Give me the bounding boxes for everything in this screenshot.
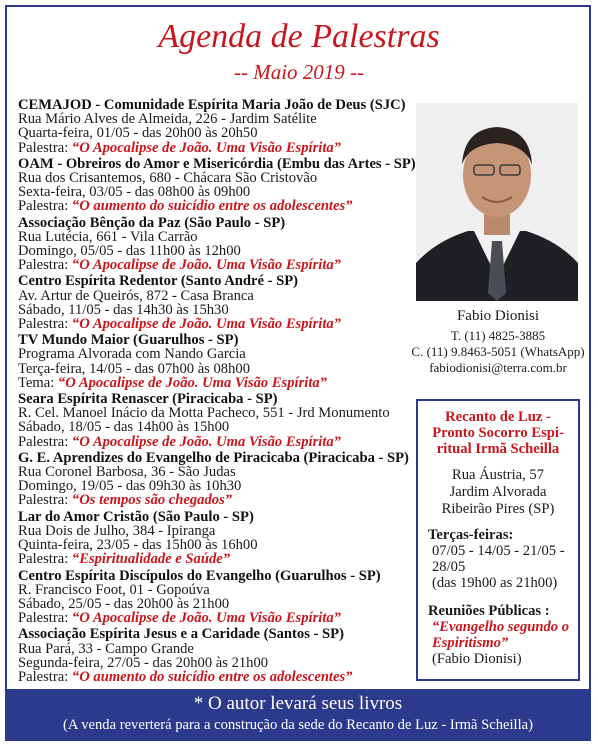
event-talk-label: Tema: bbox=[18, 374, 55, 391]
event-when: Terça-feira, 14/05 - das 07h00 às 08h00 bbox=[18, 360, 250, 377]
event-talk-label: Palestra: bbox=[18, 492, 69, 509]
event-address: R. Cel. Manoel Inácio da Motta Pacheco, 551 - Jrd Monumento bbox=[18, 405, 390, 422]
schedule-label: Terças-feiras: bbox=[428, 527, 514, 543]
public-theme: Espiritismo” bbox=[432, 635, 509, 651]
list-item bbox=[18, 216, 410, 273]
schedule-hours: (das 19h00 as 21h00) bbox=[432, 575, 558, 591]
event-venue: Seara Espírita Renascer (Piracicaba - SP) bbox=[18, 391, 278, 408]
event-talk-label: Palestra: bbox=[18, 668, 69, 685]
event-address: R. Francisco Foot, 01 - Gopoúva bbox=[18, 581, 210, 598]
event-address: Rua dos Crisantemos, 680 - Chácara São Cristovão bbox=[18, 170, 318, 187]
event-talk-title: “O Apocalipse de João. Uma Visão Espírita” bbox=[71, 257, 341, 274]
event-talk-title: “O aumento do suicídio entre os adolescentes” bbox=[71, 668, 353, 685]
event-talk bbox=[18, 376, 410, 390]
event-talk-label: Palestra: bbox=[18, 433, 69, 450]
event-address: Programa Alvorada com Nando Garcia bbox=[18, 346, 246, 363]
event-talk bbox=[18, 552, 410, 566]
event-venue: TV Mundo Maior (Guarulhos - SP) bbox=[18, 332, 239, 349]
page-subtitle: -- Maio 2019 -- bbox=[233, 60, 365, 84]
event-talk-label: Palestra: bbox=[18, 316, 69, 333]
recanto-address-line: Rua Áustria, 57 bbox=[451, 467, 544, 483]
event-venue: Centro Espírita Discípulos do Evangelho (Guarulhos - SP) bbox=[18, 567, 381, 584]
event-address: Rua Lutécia, 661 - Vila Carrão bbox=[18, 228, 198, 245]
event-talk bbox=[18, 435, 410, 449]
event-when: Sábado, 18/05 - das 14h00 às 15h00 bbox=[18, 419, 230, 436]
event-when: Sábado, 11/05 - das 14h30 às 15h30 bbox=[18, 301, 229, 318]
event-address: Rua Mário Alves de Almeida, 226 - Jardim Satélite bbox=[18, 111, 317, 128]
event-when: Quinta-feira, 23/05 - das 15h00 às 16h00 bbox=[18, 537, 258, 554]
list-item bbox=[18, 392, 410, 449]
event-when: Sábado, 25/05 - das 20h00 às 21h00 bbox=[18, 595, 230, 612]
event-venue: CEMAJOD - Comunidade Espírita Maria João de Deus (SJC) bbox=[18, 97, 406, 113]
speaker-photo bbox=[416, 103, 578, 301]
list-item bbox=[18, 451, 410, 508]
event-talk-title: “O Apocalipse de João. Uma Visão Espírita” bbox=[71, 316, 341, 333]
event-when: Sexta-feira, 03/05 - das 08h00 às 09h00 bbox=[18, 184, 251, 201]
list-item bbox=[18, 333, 410, 390]
speaker-cell: C. (11) 9.8463-5051 (WhatsApp) bbox=[411, 344, 585, 359]
event-talk bbox=[18, 493, 410, 507]
event-address: Av. Artur de Queirós, 872 - Casa Branca bbox=[18, 287, 254, 304]
footer-note: * O autor levará seus livros bbox=[193, 693, 403, 714]
event-venue: Centro Espírita Redentor (Santo André - SP) bbox=[18, 273, 298, 290]
event-talk-title: “Espiritualidade e Saúde” bbox=[71, 551, 231, 568]
event-talk-label: Palestra: bbox=[18, 198, 69, 215]
list-item bbox=[18, 510, 410, 567]
event-when: Domingo, 19/05 - das 09h30 às 10h30 bbox=[18, 478, 242, 495]
events-list bbox=[18, 97, 416, 686]
event-when: Quarta-feira, 01/05 - das 20h00 às 20h50 bbox=[18, 125, 258, 142]
recanto-title bbox=[418, 409, 578, 457]
event-talk-label: Palestra: bbox=[18, 257, 69, 274]
event-talk-title: “O aumento do suicídio entre os adolescentes” bbox=[71, 198, 353, 215]
public-label: Reuniões Públicas : bbox=[428, 603, 550, 619]
recanto-info-box bbox=[416, 399, 580, 681]
event-talk-title: “Os tempos são chegados” bbox=[71, 492, 233, 509]
event-talk-label: Palestra: bbox=[18, 551, 69, 568]
page-title: Agenda de Palestras bbox=[158, 18, 440, 55]
recanto-title-line: ritual Irmã Scheilla bbox=[436, 441, 560, 457]
event-talk-title: “O Apocalipse de João. Uma Visão Espírita” bbox=[71, 139, 341, 156]
footer-banner bbox=[5, 689, 591, 741]
list-item bbox=[18, 627, 410, 684]
event-talk bbox=[18, 611, 410, 625]
event-venue: OAM - Obreiros do Amor e Misericórdia (Embu das Artes - SP) bbox=[18, 155, 416, 172]
event-talk bbox=[18, 317, 410, 331]
speaker-name: Fabio Dionisi bbox=[456, 308, 540, 324]
event-talk-title: “O Apocalipse de João. Uma Visão Espírita” bbox=[71, 610, 341, 627]
recanto-title-line: Recanto de Luz - bbox=[445, 409, 551, 425]
event-address: Rua Coronel Barbosa, 36 - São Judas bbox=[18, 464, 236, 481]
list-item bbox=[18, 155, 416, 215]
footer-detail: (A venda reverterá para a construção da sede do Recanto de Luz - Irmã Scheilla) bbox=[62, 717, 533, 733]
event-venue: G. E. Aprendizes do Evangelho de Piracicaba (Piracicaba - SP) bbox=[18, 449, 409, 466]
schedule-dates: 07/05 - 14/05 - 21/05 - bbox=[432, 543, 565, 559]
event-venue: Associação Espírita Jesus e a Caridade (Santos - SP) bbox=[18, 626, 344, 643]
schedule-dates: 28/05 bbox=[432, 559, 466, 575]
list-item bbox=[18, 274, 410, 331]
list-item bbox=[18, 569, 410, 626]
event-talk-title: “O Apocalipse de João. Uma Visão Espírita” bbox=[71, 433, 341, 450]
event-talk-title: “O Apocalipse de João. Uma Visão Espírita” bbox=[57, 374, 327, 391]
event-talk bbox=[18, 199, 410, 213]
event-talk-label: Palestra: bbox=[18, 139, 69, 156]
event-venue: Associação Bênção da Paz (São Paulo - SP) bbox=[18, 214, 286, 231]
public-speaker: (Fabio Dionisi) bbox=[432, 651, 522, 667]
list-item bbox=[18, 98, 410, 155]
event-talk bbox=[18, 670, 410, 684]
recanto-address-line: Ribeirão Pires (SP) bbox=[441, 501, 555, 517]
public-theme: “Evangelho segundo o bbox=[432, 619, 570, 635]
recanto-title-line: Pronto Socorro Espi- bbox=[432, 425, 564, 441]
speaker-portrait-image bbox=[416, 103, 578, 301]
event-talk-label: Palestra: bbox=[18, 610, 69, 627]
recanto-address-line: Jardim Alvorada bbox=[449, 484, 547, 500]
event-when: Domingo, 05/05 - das 11h00 às 12h00 bbox=[18, 243, 241, 260]
event-address: Rua Pará, 33 - Campo Grande bbox=[18, 640, 194, 657]
speaker-email: fabiodionisi@terra.com.br bbox=[429, 360, 567, 375]
event-address: Rua Dois de Julho, 384 - Ipiranga bbox=[18, 522, 216, 539]
event-when: Segunda-feira, 27/05 - das 20h00 às 21h00 bbox=[18, 654, 269, 671]
speaker-phone: T. (11) 4825-3885 bbox=[450, 328, 546, 343]
event-talk bbox=[18, 258, 410, 272]
event-talk bbox=[18, 141, 410, 155]
event-venue: Lar do Amor Cristão (São Paulo - SP) bbox=[18, 508, 254, 525]
recanto-address bbox=[418, 467, 578, 518]
